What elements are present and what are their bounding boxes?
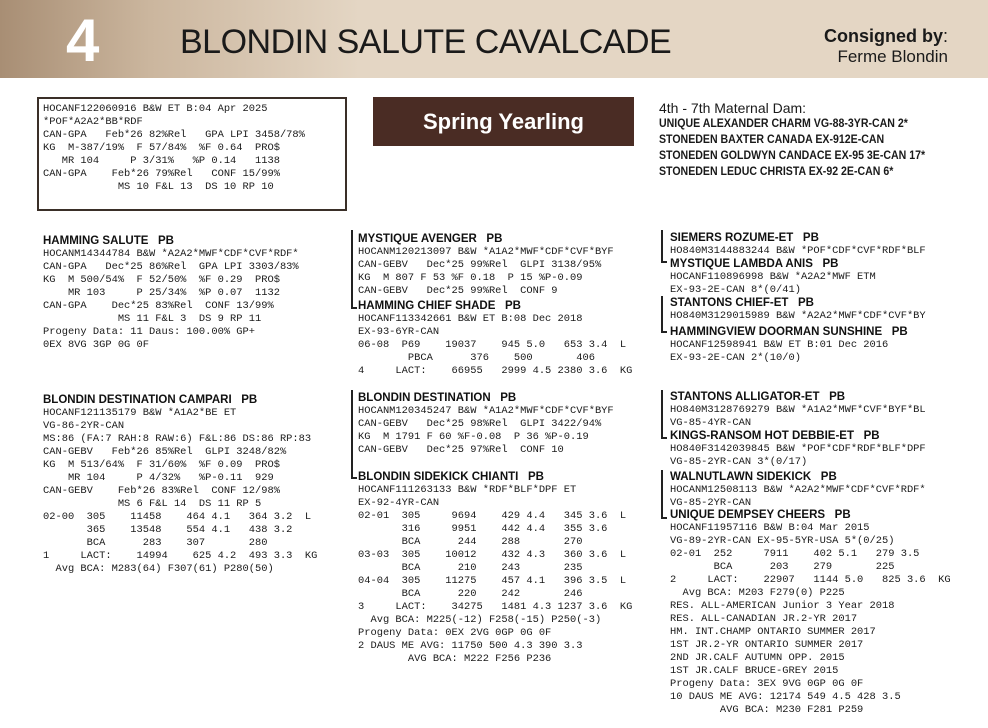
dam-dam-block (358, 470, 632, 666)
dd-sire-line: HOCANM12508113 B&W *A2A2*MWF*CDF*CVF*RDF* (670, 484, 926, 496)
dam-dam-line: 2 DAUS ME AVG: 11750 500 4.3 390 3.3 (358, 640, 583, 652)
animal-line: MS 10 F&L 13 DS 10 RP 10 (43, 181, 274, 193)
dam-line: 1 LACT: 14994 625 4.2 493 3.3 KG (43, 550, 318, 562)
sd-sire-name: STANTONS CHIEF-ET PB (670, 297, 814, 309)
connector-line (661, 261, 667, 263)
sire-line: CAN-GPA Dec*25 86%Rel GPA LPI 3303/83% (43, 261, 299, 273)
dd-dam-line: 02-01 252 7911 402 5.1 279 3.5 (670, 548, 920, 560)
animal-line: MR 104 P 3/31% %P 0.14 1138 (43, 155, 280, 167)
connector-line (661, 517, 667, 519)
dd-dam-line: RES. ALL-AMERICAN Junior 3 Year 2018 (670, 600, 895, 612)
dd-dam-line: RES. ALL-CANADIAN JR.2-YR 2017 (670, 613, 858, 625)
sire-sire-name: MYSTIQUE AVENGER PB (358, 233, 503, 245)
ds-dam-name: KINGS-RANSOM HOT DEBBIE-ET PB (670, 430, 880, 442)
dd-dam-line: 2ND JR.CALF AUTUMN OPP. 2015 (670, 652, 845, 664)
dam-dam-line: EX-92-4YR-CAN (358, 497, 440, 509)
dam-dam-line: 03-03 305 10012 432 4.3 360 3.6 L (358, 549, 627, 561)
dam-line: MR 104 P 4/32% %P-0.11 929 (43, 472, 274, 484)
animal-line: CAN-GPA Feb*26 79%Rel CONF 15/99% (43, 168, 280, 180)
sire-line: MR 103 P 25/34% %P 0.07 1132 (43, 287, 280, 299)
connector-line (351, 307, 357, 309)
dd-sire-block (670, 470, 926, 510)
dd-dam-line: AVG BCA: M230 F281 P259 (670, 704, 864, 716)
dam-line: MS 6 F&L 14 DS 11 RP 5 (43, 498, 262, 510)
connector-line (351, 390, 353, 478)
ss-sire-line: HO840M3144883244 B&W *POF*CDF*CVF*RDF*BLF (670, 245, 926, 257)
sire-dam-line: EX-93-6YR-CAN (358, 326, 440, 338)
sire-line: CAN-GPA Dec*25 83%Rel CONF 13/99% (43, 300, 274, 312)
ds-dam-line: HO840F3142039845 B&W *POF*CDF*RDF*BLF*DPF (670, 443, 926, 455)
ss-sire-name: SIEMERS ROZUME-ET PB (670, 232, 819, 244)
dam-sire-name: BLONDIN DESTINATION PB (358, 392, 517, 404)
dam-name: BLONDIN DESTINATION CAMPARI PB (43, 394, 258, 406)
maternal-header: 4th - 7th Maternal Dam: (659, 100, 807, 116)
class-badge: Spring Yearling (373, 97, 634, 146)
connector-line (351, 477, 357, 479)
sire-line: 0EX 8VG 3GP 0G 0F (43, 339, 150, 351)
connector-line (661, 230, 663, 262)
maternal-dam: STONEDEN BAXTER CANADA EX-912E-CAN (659, 134, 885, 146)
ss-sire-block (670, 231, 926, 258)
dd-dam-line: VG-89-2YR-CAN EX-95-5YR-USA 5*(0/25) (670, 535, 895, 547)
sire-line: KG M 500/54% F 52/50% %F 0.29 PRO$ (43, 274, 280, 286)
dam-dam-line: HOCANF111263133 B&W *RDF*BLF*DPF ET (358, 484, 577, 496)
animal-line: CAN-GPA Feb*26 82%Rel GPA LPI 3458/78% (43, 129, 305, 141)
maternal-dam: STONEDEN LEDUC CHRISTA EX-92 2E-CAN 6* (659, 166, 894, 178)
dam-line: Avg BCA: M283(64) F307(61) P280(50) (43, 563, 274, 575)
dam-dam-line: Avg BCA: M225(-12) F258(-15) P250(-3) (358, 614, 602, 626)
dam-line: 02-00 305 11458 464 4.1 364 3.2 L (43, 511, 312, 523)
consignor-name: Ferme Blondin (837, 47, 948, 66)
dam-dam-line: BCA 220 242 246 (358, 588, 583, 600)
sire-sire-line: HOCANM120213097 B&W *A1A2*MWF*CDF*CVF*BYF (358, 246, 614, 258)
dd-dam-line: HM. INT.CHAMP ONTARIO SUMMER 2017 (670, 626, 876, 638)
dam-dam-line: BCA 244 288 270 (358, 536, 583, 548)
connector-line (661, 437, 667, 439)
ss-dam-block (670, 257, 876, 297)
dam-dam-line: Progeny Data: 0EX 2VG 0GP 0G 0F (358, 627, 552, 639)
sd-dam-block (670, 325, 908, 365)
dam-line: HOCANF121135179 B&W *A1A2*BE ET (43, 407, 237, 419)
sd-sire-line: HO840M3129015989 B&W *A2A2*MWF*CDF*CVF*BY (670, 310, 926, 322)
page-title: BLONDIN SALUTE CAVALCADE (180, 23, 672, 61)
connector-line (661, 296, 663, 332)
sd-dam-line: HOCANF12598941 B&W ET B:01 Dec 2016 (670, 339, 889, 351)
dam-dam-line: 02-01 305 9694 429 4.4 345 3.6 L (358, 510, 627, 522)
sd-sire-block (670, 296, 926, 323)
dam-sire-line: HOCANM120345247 B&W *A1A2*MWF*CDF*CVF*BYF (358, 405, 614, 417)
maternal-dams (659, 100, 948, 180)
dam-sire-line: CAN-GEBV Dec*25 97%Rel CONF 10 (358, 444, 564, 456)
connector-line (351, 230, 353, 308)
dam-dam-line: 316 9951 442 4.4 355 3.6 (358, 523, 608, 535)
dam-dam-line: AVG BCA: M222 F256 P236 (358, 653, 552, 665)
animal-info-box (37, 97, 347, 211)
animal-line: KG M-387/19% F 57/84% %F 0.64 PRO$ (43, 142, 280, 154)
sire-sire-line: CAN-GEBV Dec*25 99%Rel GLPI 3138/95% (358, 259, 602, 271)
animal-line: HOCANF122060916 B&W ET B:04 Apr 2025 (43, 103, 268, 115)
sire-dam-line: 06-08 P69 19037 945 5.0 653 3.4 L (358, 339, 627, 351)
ss-dam-line: EX-93-2E-CAN 8*(0/41) (670, 284, 801, 296)
dam-line: KG M 513/64% F 31/60% %F 0.09 PRO$ (43, 459, 280, 471)
dd-dam-line: 10 DAUS ME AVG: 12174 549 4.5 428 3.5 (670, 691, 901, 703)
sire-sire-block (358, 232, 614, 298)
ss-dam-name: MYSTIQUE LAMBDA ANIS PB (670, 258, 839, 270)
ds-sire-name: STANTONS ALLIGATOR-ET PB (670, 391, 846, 403)
maternal-dam: UNIQUE ALEXANDER CHARM VG-88-3YR-CAN 2* (659, 118, 908, 130)
connector-line (661, 470, 663, 518)
ds-dam-line: VG-85-2YR-CAN 3*(0/17) (670, 456, 808, 468)
dam-dam-line: 3 LACT: 34275 1481 4.3 1237 3.6 KG (358, 601, 633, 613)
dam-dam-line: 04-04 305 11275 457 4.1 396 3.5 L (358, 575, 627, 587)
sire-dam-line: PBCA 376 500 406 (358, 352, 595, 364)
lot-number: 4 (66, 7, 99, 74)
consigned-label: Consigned by: (823, 26, 948, 46)
sire-line: MS 11 F&L 3 DS 9 RP 11 (43, 313, 262, 325)
sire-sire-line: CAN-GEBV Dec*25 99%Rel CONF 9 (358, 285, 558, 297)
dd-dam-line: 1ST JR.2-YR ONTARIO SUMMER 2017 (670, 639, 864, 651)
dd-sire-line: VG-85-2YR-CAN (670, 497, 752, 509)
sire-dam-block (358, 299, 632, 378)
dd-dam-line: 1ST JR.CALF BRUCE-GREY 2015 (670, 665, 839, 677)
dam-block (43, 393, 317, 576)
consigned-by (824, 26, 948, 68)
dam-line: 365 13548 554 4.1 438 3.2 (43, 524, 293, 536)
ds-sire-line: HO840M3128769279 B&W *A1A2*MWF*CVF*BYF*BL (670, 404, 926, 416)
ds-sire-block (670, 390, 926, 430)
sire-line: HOCANM14344784 B&W *A2A2*MWF*CDF*CVF*RDF* (43, 248, 299, 260)
dd-dam-line: BCA 203 279 225 (670, 561, 895, 573)
sire-dam-line: HOCANF113342661 B&W ET B:08 Dec 2018 (358, 313, 583, 325)
dd-dam-line: HOCANF11957116 B&W B:04 Mar 2015 (670, 522, 870, 534)
dam-line: VG-86-2YR-CAN (43, 420, 125, 432)
dam-line: BCA 283 307 280 (43, 537, 268, 549)
dam-sire-line: KG M 1791 F 60 %F-0.08 P 36 %P-0.19 (358, 431, 589, 443)
sd-dam-line: EX-93-2E-CAN 2*(10/0) (670, 352, 801, 364)
dam-sire-line: CAN-GEBV Dec*25 98%Rel GLPI 3422/94% (358, 418, 602, 430)
dam-dam-name: BLONDIN SIDEKICK CHIANTI PB (358, 471, 544, 483)
sire-dam-line: 4 LACT: 66955 2999 4.5 2380 3.6 KG (358, 365, 633, 377)
ds-dam-block (670, 429, 926, 469)
dd-dam-line: Progeny Data: 3EX 9VG 0GP 0G 0F (670, 678, 864, 690)
dd-dam-line: Avg BCA: M203 F279(0) P225 (670, 587, 845, 599)
dd-dam-name: UNIQUE DEMPSEY CHEERS PB (670, 509, 851, 521)
ss-dam-line: HOCANF110896998 B&W *A2A2*MWF ETM (670, 271, 876, 283)
sire-dam-name: HAMMING CHIEF SHADE PB (358, 300, 521, 312)
dd-sire-name: WALNUTLAWN SIDEKICK PB (670, 471, 837, 483)
sd-dam-name: HAMMINGVIEW DOORMAN SUNSHINE PB (670, 326, 908, 338)
animal-line: *POF*A2A2*BB*RDF (43, 116, 143, 128)
connector-line (661, 390, 663, 438)
ds-sire-line: VG-85-4YR-CAN (670, 417, 752, 429)
sire-sire-line: KG M 807 F 53 %F 0.18 P 15 %P-0.09 (358, 272, 583, 284)
dam-line: MS:86 (FA:7 RAH:8 RAW:6) F&L:86 DS:86 RP:83 (43, 433, 312, 445)
header-banner (0, 0, 988, 78)
connector-line (661, 331, 667, 333)
sire-name: HAMMING SALUTE PB (43, 235, 174, 247)
sire-block (43, 234, 299, 352)
dam-sire-block (358, 391, 614, 457)
dam-line: CAN-GEBV Feb*26 83%Rel CONF 12/98% (43, 485, 280, 497)
maternal-dam: STONEDEN GOLDWYN CANDACE EX-95 3E-CAN 17* (659, 150, 926, 162)
dd-dam-line: 2 LACT: 22907 1144 5.0 825 3.6 KG (670, 574, 951, 586)
sire-line: Progeny Data: 11 Daus: 100.00% GP+ (43, 326, 256, 338)
dd-dam-block (670, 508, 951, 717)
dam-dam-line: BCA 210 243 235 (358, 562, 583, 574)
dam-line: CAN-GEBV Feb*26 85%Rel GLPI 3248/82% (43, 446, 287, 458)
